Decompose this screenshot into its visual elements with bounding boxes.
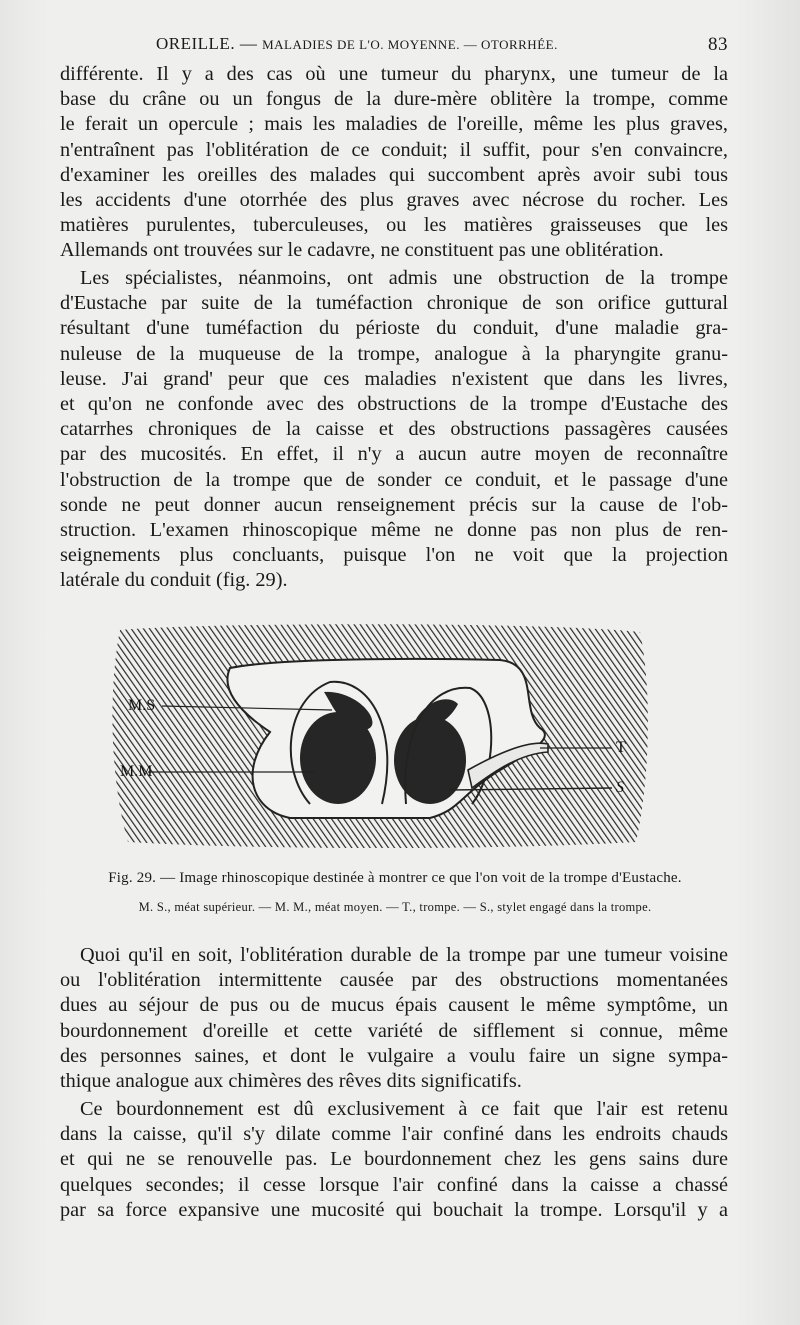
running-header <box>60 34 730 58</box>
paragraph-4 <box>60 1097 728 1223</box>
label-mm: M.M <box>120 763 153 780</box>
text-line: des personnes saines, et dont le vulgaire a voulu faire un signe sympa- <box>60 1044 728 1067</box>
text-line: Les spécialistes, néanmoins, ont admis une obstruction de la trompe <box>80 267 728 289</box>
text-line: struction. L'examen rhinoscopique même ne donne pas non plus de ren- <box>60 519 728 542</box>
text-line: d'examiner les oreilles des malades qui succombent après avoir subi tous <box>60 163 728 186</box>
running-title-oreille: OREILLE. — <box>156 34 263 53</box>
figure-caption: Fig. 29. — Image rhinoscopique destinée à montrer ce que l'on voit de la trompe d'Eustache. <box>108 870 682 886</box>
text-line: base du crâne ou un fongus de la dure-mère oblitère la trompe, comme <box>60 88 728 111</box>
text-line: l'obstruction de la trompe que de sonder ce conduit, et le passage d'une <box>60 468 728 491</box>
label-s: S <box>616 779 624 796</box>
text-line: sonde ne peut donner aucun renseignement précis sur la cause de l'ob- <box>60 493 728 516</box>
paragraph-2 <box>60 266 728 594</box>
text-line: latérale du conduit (fig. 29). <box>60 569 288 592</box>
text-line: seignements plus concluants, puisque l'on ne voit que la projection <box>60 544 728 567</box>
text-line: résultant d'une tuméfaction du périoste du conduit, d'une maladie gra- <box>60 317 728 340</box>
figure-29-rhinoscopic-image <box>100 620 660 852</box>
running-title-subject: MALADIES DE L'O. MOYENNE. — OTORRHÉE. <box>262 37 558 52</box>
text-line: thique analogue aux chimères des rêves dits significatifs. <box>60 1070 522 1093</box>
text-line: par des mucosités. En effet, il n'y a aucun autre moyen de reconnaître <box>60 443 728 466</box>
text-line: bourdonnement d'oreille et cette variété de sifflement si connue, même <box>60 1019 728 1042</box>
paragraph-1 <box>60 62 728 264</box>
label-ms: M.S <box>128 697 156 714</box>
paragraph-3 <box>60 943 728 1094</box>
text-line: dans la caisse, qu'il s'y dilate comme l'air confiné dans les endroits chauds <box>60 1123 728 1146</box>
text-line: et qui ne se renouvelle pas. Le bourdonnement chez les gens sains dure <box>60 1148 728 1171</box>
text-line: Quoi qu'il en soit, l'oblitération durable de la trompe par une tumeur voisine <box>80 944 728 966</box>
text-line: Ce bourdonnement est dû exclusivement à ce fait que l'air est retenu <box>80 1098 728 1120</box>
text-line: et qu'on ne confonde avec des obstructions de la trompe d'Eustache des <box>60 393 728 416</box>
text-line: quelques secondes; il cesse lorsque l'air confiné dans la caisse a chassé <box>60 1173 728 1196</box>
label-t: T <box>616 739 626 756</box>
figure-legend: M. S., méat supérieur. — M. M., méat moyen. — T., trompe. — S., stylet engagé dans la trompe. <box>138 900 652 914</box>
text-line: nuleuse de la muqueuse de la trompe, analogue à la pharyngite granu- <box>60 342 728 365</box>
text-line: n'entraînent pas l'oblitération de ce conduit; il suffit, pour s'en convaincre, <box>60 138 728 161</box>
text-line: dues au séjour de pus ou de mucus épais causent le même symptôme, un <box>60 994 728 1017</box>
text-line: d'Eustache par suite de la tuméfaction chronique de son orifice guttural <box>60 292 728 315</box>
text-line: Allemands ont trouvées sur le cadavre, ne constituent pas une oblitération. <box>60 239 664 262</box>
running-title <box>156 34 558 54</box>
text-line: différente. Il y a des cas où une tumeur du pharynx, une tumeur de la <box>60 63 728 85</box>
text-line: les accidents d'une otorrhée des plus graves avec nécrose du rocher. Les <box>60 189 728 212</box>
page-number: 83 <box>708 34 728 55</box>
text-line: ou l'oblitération intermittente causée par des obstructions momentanées <box>60 969 728 992</box>
text-line: le ferait un opercule ; mais les maladies de l'oreille, même les plus graves, <box>60 113 728 136</box>
text-line: leuse. J'ai grand' peur que ces maladies n'existent que dans les livres, <box>60 367 728 390</box>
text-line: par sa force expansive une mucosité qui bouchait la trompe. Lorsqu'il y a <box>60 1198 728 1221</box>
text-line: catarrhes chroniques de la caisse et des obstructions passagères causées <box>60 418 728 441</box>
text-line: matières purulentes, tuberculeuses, ou les matières graisseuses que les <box>60 214 728 237</box>
